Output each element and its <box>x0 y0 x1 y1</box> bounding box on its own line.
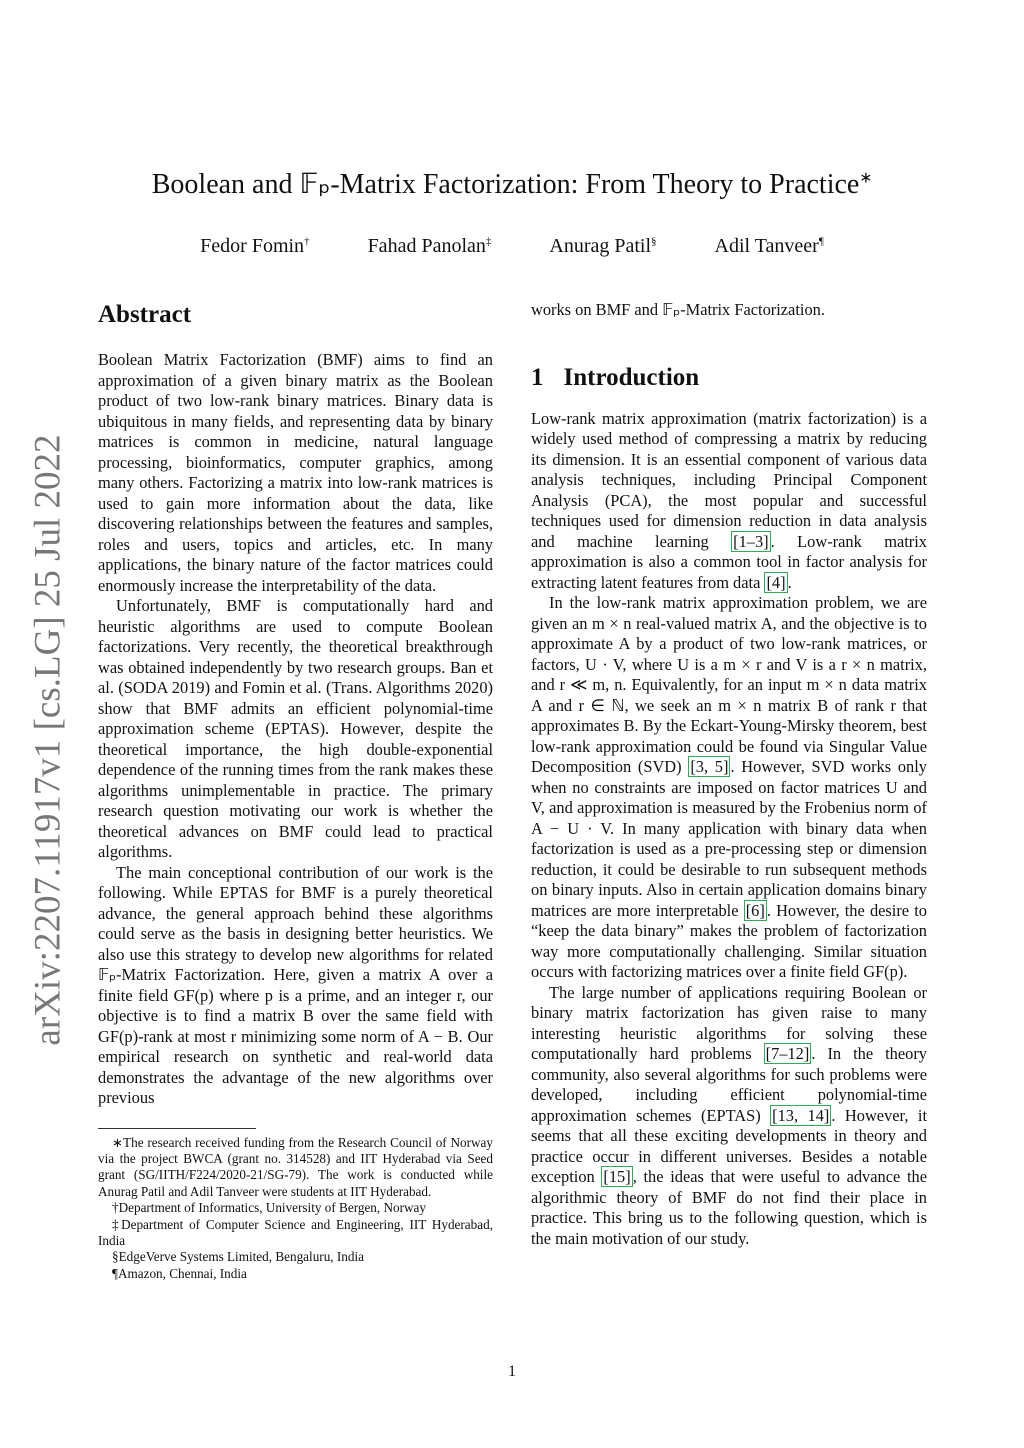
text-run: . <box>787 572 792 592</box>
abstract-continuation: works on BMF and 𝔽ₚ-Matrix Factorization. <box>531 300 825 319</box>
footnote: ∗The research received funding from the Research Council of Norway via the project BWCA (grant no. 314528) and IIT Hyderabad via Seed grant (SG/IITH/F224/2020-21/SG-79). The work is conducted while Anurag Patil and Adil Tanveer were students at IIT Hyderabad. <box>98 1134 493 1199</box>
footnote: †Department of Informatics, University of Bergen, Norway <box>112 1200 426 1216</box>
text-run: . However, the desire to “keep the data binary” makes the problem of factorization way more computationally challenging. Similar situation occurs with factorizing matrices over a finite field GF(p). <box>531 900 927 981</box>
citation-link[interactable]: [4] <box>766 572 786 592</box>
intro-paragraph <box>531 409 927 594</box>
author-name: Fedor Fomin <box>200 235 305 257</box>
citation-link[interactable]: [1–3] <box>733 531 769 551</box>
text-run: The large number of applications requiring Boolean or binary matrix factorization has given raise to many interesting heuristic algorithms for solving these computationally hard problems <box>531 982 927 1063</box>
abstract-heading: Abstract <box>98 301 192 328</box>
intro-paragraph <box>531 593 927 983</box>
paper-title <box>0 167 1024 201</box>
page-number: 1 <box>508 1363 516 1380</box>
author-mark: † <box>304 235 310 248</box>
footnote: ‡Department of Computer Science and Engineering, IIT Hyderabad, India <box>98 1216 493 1248</box>
abstract-paragraph: Boolean Matrix Factorization (BMF) aims to find an approximation of a given binary matrix as the Boolean product of two low-rank binary matrices. Binary data is ubiquitous in many fields, and representing data by binary matrices is common in medicine, natural language processing, bioinformatics, computer graphics, among many others. Factorizing a matrix into low-rank matrices is used to gain more information about the data, like discovering relationships between the features and samples, roles and users, topics and articles, etc. In many applications, the binary nature of the factor matrices could enormously increase the interpretability of the data. <box>98 350 493 595</box>
footnotes <box>98 1135 493 1283</box>
citation-link[interactable]: [6] <box>745 900 765 920</box>
abstract-paragraph: The main conceptional contribution of our work is the following. While EPTAS for BMF is a purely theoretical advance, the general approach behind these algorithms could serve as the basis in designing better heuristics. We also use this strategy to develop new algorithms for related 𝔽ₚ-Matrix Factorization. Here, given a matrix A over a finite field GF(p) where p is a prime, and an integer r, our objective is to find a matrix B over the same field with GF(p)-rank at most r minimizing some norm of A − B. Our empirical research on synthetic and real-world data demonstrates the advantage of the new algorithms over previous <box>98 862 493 1107</box>
author-name: Anurag Patil <box>549 235 652 257</box>
author-list <box>0 235 1024 258</box>
text-run: In the low-rank matrix approximation problem, we are given an m × n real-valued matrix A, and the objective is to approximate A by a product of two low-rank matrices, or factors, U · V, where U is a m × r and V is a r × n matrix, and r ≪ m, n. Equivalently, for an input m × n data matrix A and r ∈ ℕ, we seek an m × n matrix B of rank r that approximates B. By the Eckart-Young-Mirsky theorem, best low-rank approximation could be found via Singular Value Decomposition (SVD) <box>531 593 927 776</box>
footnote: ¶Amazon, Chennai, India <box>112 1265 247 1281</box>
author <box>715 235 824 258</box>
citation-link[interactable]: [3, 5] <box>690 757 729 776</box>
author-mark: ¶ <box>818 235 824 248</box>
right-column <box>531 300 927 1249</box>
citation-link[interactable]: [15] <box>603 1167 631 1186</box>
author <box>549 235 656 258</box>
citation-link[interactable]: [13, 14] <box>772 1105 830 1125</box>
author-mark: ‡ <box>485 235 492 248</box>
text-run: , the ideas that were useful to advance the algorithmic theory of BMF do not find their place in practice. This bring us to the following question, which is the main motivation of our study. <box>531 1167 927 1248</box>
text-run: . However, it seems that all these exciting developments in theory and practice occur in different universes. Besides a notable exception <box>531 1105 927 1186</box>
text-run: . Low-rank matrix approximation is also a common tool in factor analysis for extracting latent features from data <box>531 531 927 592</box>
author-name: Fahad Panolan <box>367 235 486 257</box>
footnote-rule <box>98 1128 256 1129</box>
section-heading <box>531 363 927 393</box>
author-mark: § <box>651 235 657 248</box>
arxiv-identifier: arXiv:2207.11917v1 [cs.LG] 25 Jul 2022 <box>27 434 69 1046</box>
title-footnote-mark: ∗ <box>859 169 873 187</box>
author <box>368 235 492 258</box>
title-text: Boolean and 𝔽ₚ-Matrix Factorization: From Theory to Practice <box>151 169 860 200</box>
section-number: 1 <box>531 363 544 391</box>
citation-link[interactable]: [7–12] <box>765 1044 810 1063</box>
text-run: Low-rank matrix approximation (matrix factorization) is a widely used method of compressing a matrix by reducing its dimension. It is an essential component of various data analysis techniques, including Principal Component Analysis (PCA), the most popular and successful techniques used for dimension reduction in data analysis and machine learning <box>531 408 927 551</box>
abstract-paragraph: Unfortunately, BMF is computationally hard and heuristic algorithms are used to compute Boolean factorizations. Very recently, the theoretical breakthrough was obtained independently by two research groups. Ban et al. (SODA 2019) and Fomin et al. (Trans. Algorithms 2020) show that BMF admits an efficient polynomial-time approximation scheme (EPTAS). However, despite the theoretical importance, the high double-exponential dependence of the running times from the rank makes these algorithms unimplementable in practice. The primary research question motivating our work is whether the theoretical advances on BMF could lead to practical algorithms. <box>98 596 493 861</box>
text-run: . However, SVD works only when no constraints are imposed on factor matrices U and V, and approximation is measured by the Frobenius norm of A − U · V. In many application with binary data when factorization is used as a pre-processing step or dimension reduction, it could be desirable to run subsequent methods on binary inputs. Also in certain application domains binary matrices are more interpretable <box>531 757 927 920</box>
intro-paragraph <box>531 983 927 1250</box>
author <box>200 235 309 258</box>
footnote: §EdgeVerve Systems Limited, Bengaluru, India <box>112 1249 364 1265</box>
section-title: Introduction <box>563 363 700 391</box>
author-name: Adil Tanveer <box>714 235 819 257</box>
left-column <box>98 300 493 1282</box>
text-run: . In the theory community, also several algorithms for such problems were developed, including efficient polynomial-time approximation schemes (EPTAS) <box>531 1044 927 1125</box>
